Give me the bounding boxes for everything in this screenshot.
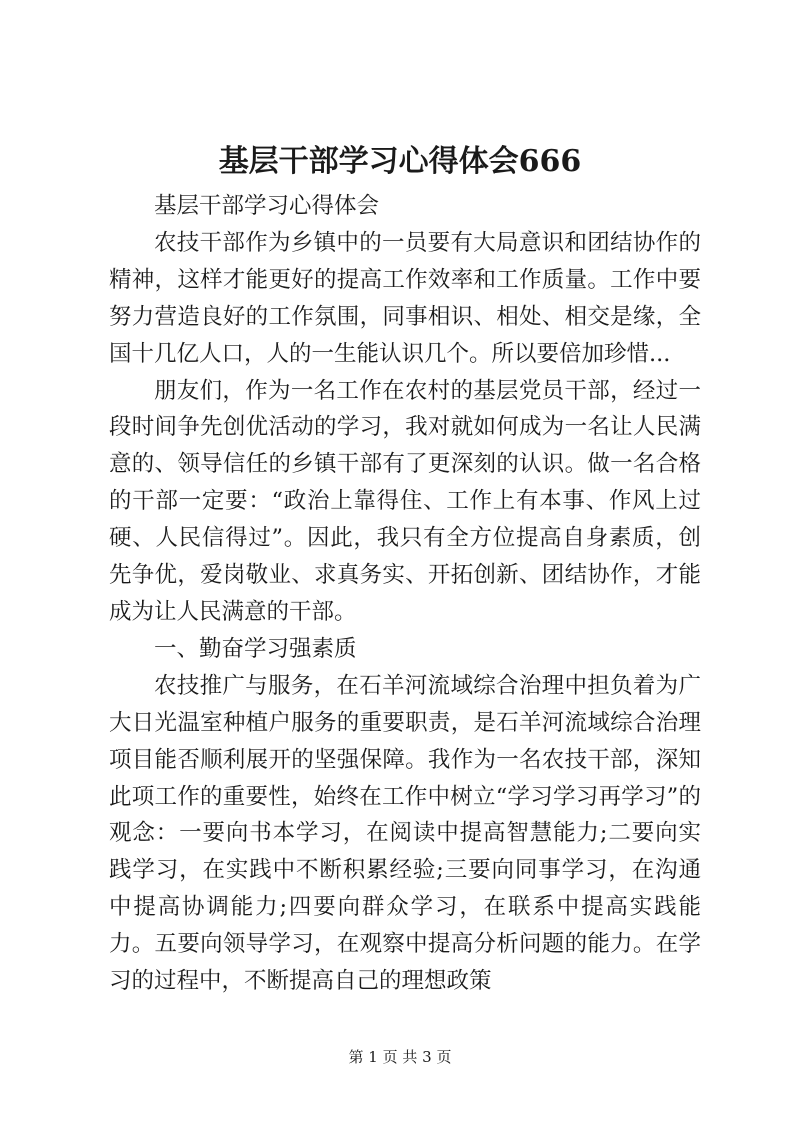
section-heading: 一、勤奋学习强素质 bbox=[154, 635, 357, 662]
document-body bbox=[109, 188, 701, 1000]
body-paragraph: 农技干部作为乡镇中的一员要有大局意识和团结协作的精神，这样才能更好的提高工作效率和工作质量。工作中要努力营造良好的工作氛围，同事相识、相处、相交是缘，全国十几亿人口，人的一生能认识几个。所以要倍加珍惜... bbox=[109, 229, 701, 367]
document-title: 基层干部学习心得体会666 bbox=[218, 144, 582, 179]
subtitle-paragraph: 基层干部学习心得体会 bbox=[154, 193, 380, 219]
body-paragraph: 朋友们，作为一名工作在农村的基层党员干部，经过一段时间争先创优活动的学习，我对就如何成为一名让人民满意的、领导信任的乡镇干部有了更深刻的认识。做一名合格的干部一定要：“政治上靠得住、工作上有本事、作风上过硬、人民信得过”。因此，我只有全方位提高自身素质，创先争优，爱岗敬业、求真务实、开拓创新、团结协作，才能成为让人民满意的干部。 bbox=[109, 377, 701, 625]
page-footer: 第 1 页 共 3 页 bbox=[348, 1048, 452, 1066]
body-paragraph: 农技推广与服务，在石羊河流域综合治理中担负着为广大日光温室种植户服务的重要职责，是石羊河流域综合治理项目能否顺利展开的坚强保障。我作为一名农技干部，深知此项工作的重要性，始终在工作中树立“学习学习再学习”的观念：一要向书本学习，在阅读中提高智慧能力;二要向实践学习，在实践中不断积累经验;三要向同事学习，在沟通中提高协调能力;四要向群众学习，在联系中提高实践能力。五要向领导学习，在观察中提高分析问题的能力。在学习的过程中，不断提高自己的理想政策 bbox=[109, 672, 701, 995]
